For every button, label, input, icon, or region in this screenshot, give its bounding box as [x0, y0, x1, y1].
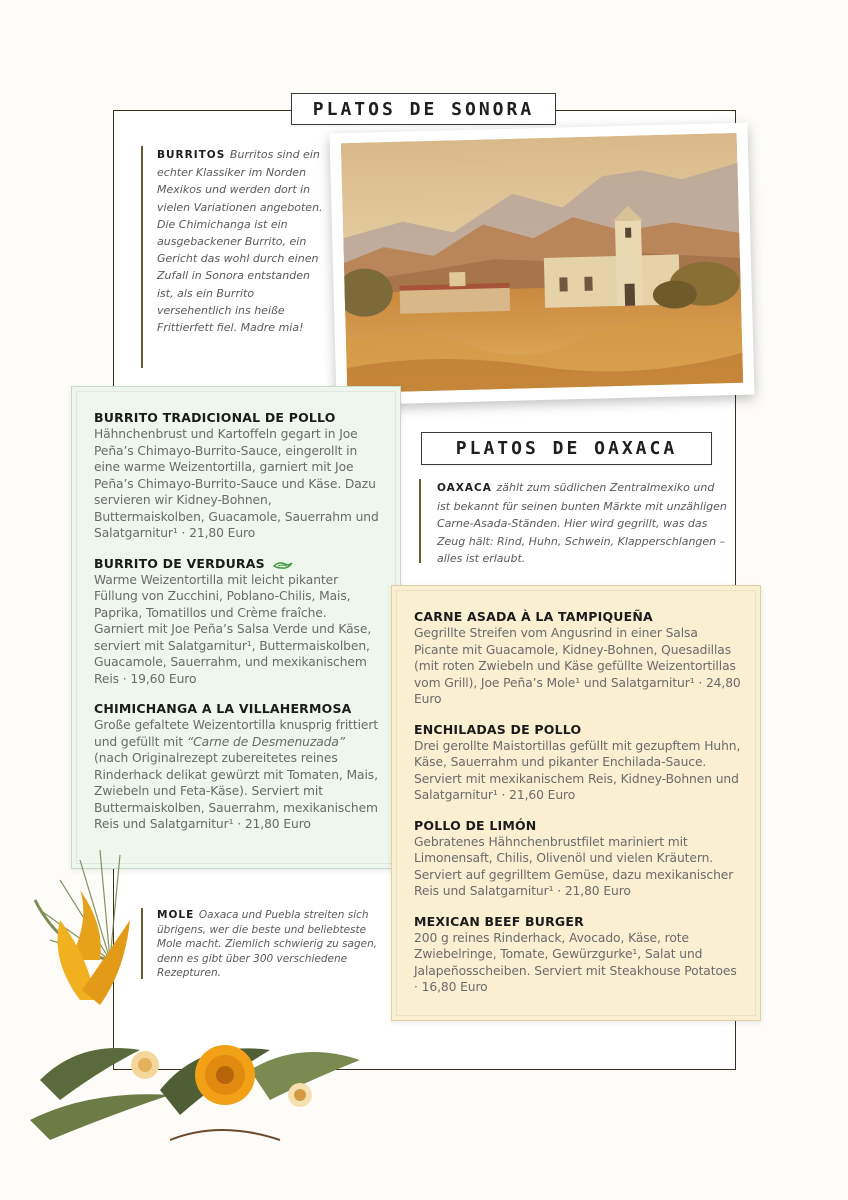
- dish-name: BURRITO TRADICIONAL DE POLLO: [94, 410, 336, 425]
- dish-description: Warme Weizentortilla mit leicht pikanter Füllung von Zucchini, Poblano-Chilis, Mais, Paprika, Tomatillos und Crème fraîche. Garniert mit Joe Peña’s Salsa Verde und Käse, serviert mit Salatgarnitur¹, Buttermaiskolben, Guacamole, Sauerrahm, und mexikanischem Reis · 19,60 Euro: [94, 572, 372, 686]
- mole-note-lead: MOLE: [157, 909, 199, 921]
- dish-burrito-verduras: [94, 555, 380, 688]
- dish-beef-burger: [414, 913, 742, 996]
- burritos-note-text: Burritos sind ein echter Klassiker im Norden Mexikos und werden dort in vielen Variationen angeboten. Die Chimichanga ist ein ausgebackener Burrito, ein Gericht das wohl durch einen Zufall in Sonora entstanden ist, als ein Burrito versehentlich ins heiße Frittierfett fiel. Madre mia!: [157, 148, 323, 335]
- dish-description: Drei gerollte Maistortillas gefüllt mit gezupftem Huhn, Käse, Sauerrahm und pikanter Enchilada-Sauce. Serviert mit mexikanischem Reis, Kidney-Bohnen und Salatgarnitur¹ · 21,60 Euro: [414, 738, 741, 802]
- dish-name: ENCHILADAS DE POLLO: [414, 721, 582, 737]
- oaxaca-note-lead: OAXACA: [437, 482, 497, 494]
- dish-name-row: [94, 555, 380, 572]
- dish-description: Gebratenes Hähnchenbrustfilet mariniert mit Limonensaft, Chilis, Olivenöl und vielen Kräutern. Serviert auf gegrilltem Gemüse, dazu mexikanischer Reis und Salatgarnitur¹ · 21,80 Euro: [414, 834, 734, 898]
- oaxaca-note-text: zählt zum südlichen Zentralmexiko und ist bekannt für seinen bunten Märkte mit unzähligen Carne-Asada-Ständen. Hier wird gegrillt, was das Zeug hält: Rind, Huhn, Schwein, Klapperschlangen – alles ist erlaubt.: [437, 481, 727, 565]
- dish-description: Hähnchenbrust und Kartoffeln gegart in Joe Peña’s Chimayo-Burrito-Sauce, eingerollt in eine warme Weizentortilla, garniert mit Joe Peña’s Chimayo-Burrito-Sauce und Käse. Dazu servieren wir Kidney-Bohnen, Buttermaiskolben, Guacamole, Sauerrahm und Salatgarnitur¹ · 21,80 Euro: [94, 427, 379, 540]
- burritos-note-lead: BURRITOS: [157, 149, 230, 161]
- mole-note-text: Oaxaca und Puebla streiten sich übrigens, wer die beste und beliebteste Mole macht. Ziemlich schwierig zu sagen, denn es gibt über 300 verschiedene Rezepturen.: [157, 909, 378, 979]
- oaxaca-note: [419, 479, 729, 563]
- vegetarian-leaf-icon: [273, 558, 293, 568]
- flowers-decoration: [20, 840, 380, 1170]
- oaxaca-dishes-card: [391, 585, 761, 1021]
- dish-name: POLLO DE LIMÓN: [414, 817, 537, 833]
- dish-burrito-tradicional: [94, 409, 380, 542]
- dish-name: BURRITO DE VERDURAS: [94, 555, 265, 571]
- desert-mission-image: [341, 133, 743, 393]
- section-title-oaxaca: PLATOS DE OAXACA: [421, 432, 712, 465]
- dish-pollo-limon: [414, 817, 742, 900]
- section-title-sonora: PLATOS DE SONORA: [291, 93, 556, 125]
- dish-carne-asada: [414, 608, 742, 708]
- dish-description-emphasis: “Carne de Desmenuzada”: [186, 734, 346, 749]
- burritos-note: [141, 146, 323, 368]
- dish-chimichanga: [94, 700, 380, 833]
- mole-note: [141, 908, 381, 979]
- dish-description: [94, 717, 380, 833]
- landscape-photo: [330, 123, 755, 406]
- dish-name: CARNE ASADA À LA TAMPIQUEÑA: [414, 609, 653, 624]
- dish-name: MEXICAN BEEF BURGER: [414, 913, 584, 929]
- sonora-dishes-card: [71, 386, 401, 869]
- dish-description-part: Große gefaltete Weizentortilla knusprig frittiert und gefüllt mit: [94, 718, 379, 749]
- dish-enchiladas: [414, 721, 742, 804]
- dish-name: CHIMICHANGA A LA VILLAHERMOSA: [94, 701, 352, 716]
- dish-description: Gegrillte Streifen vom Angusrind in einer Salsa Picante mit Guacamole, Kidney-Bohnen, Quesadillas (mit roten Zwiebeln und Käse gefüllte Weizentortillas vom Grill), Joe Peña’s Mole¹ und Salatgarnitur¹ · 24,80 Euro: [414, 626, 741, 706]
- dish-description-part: (nach Originalrezept zubereitetes reines Rinderhack delikat gewürzt mit Tomaten, Mais, Zwiebeln und Feta-Käse). Serviert mit Buttermaiskolben, Sauerrahm, mexikanischem Reis und Salatgarnitur¹ · 21,80 Euro: [94, 751, 378, 831]
- dish-description: 200 g reines Rinderhack, Avocado, Käse, rote Zwiebelringe, Tomate, Gewürzgurke¹, Salat und Jalapeñosscheiben. Serviert mit Steakhouse Potatoes · 16,80 Euro: [414, 930, 737, 994]
